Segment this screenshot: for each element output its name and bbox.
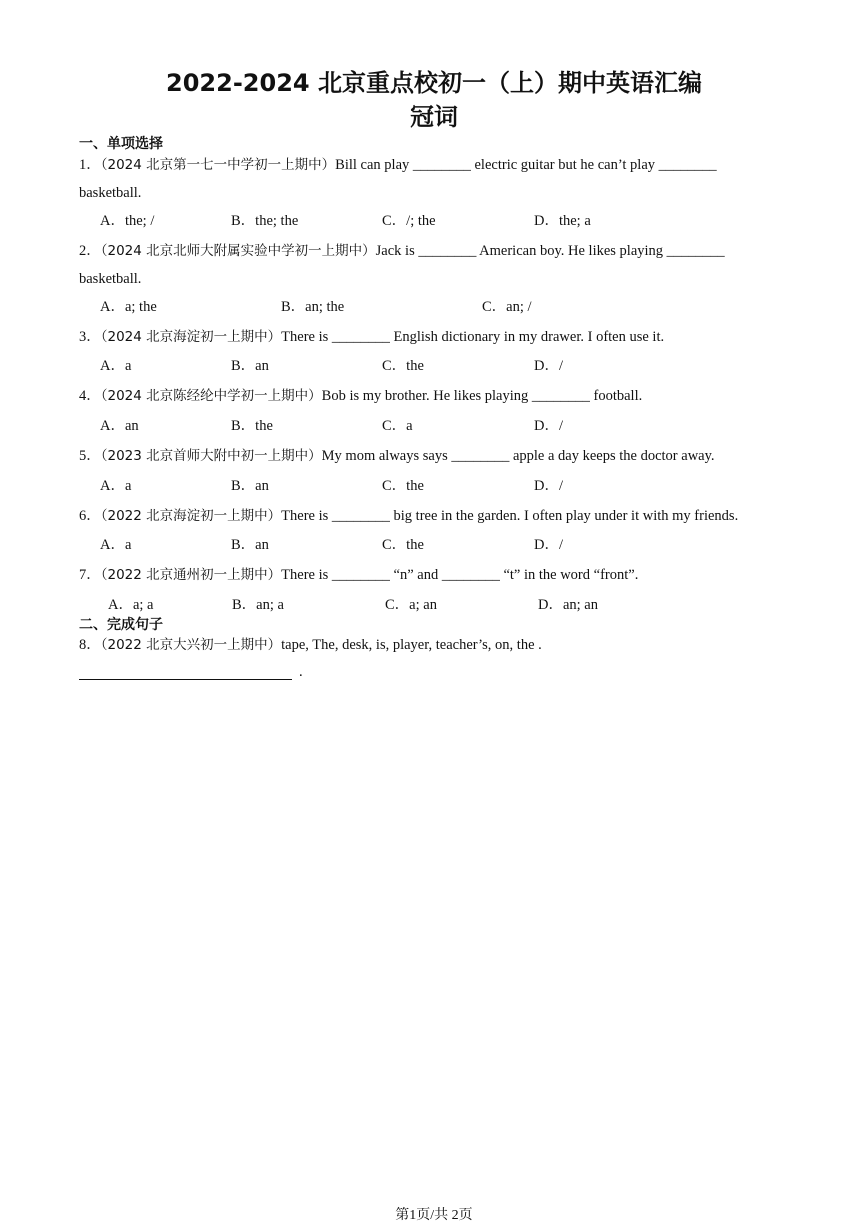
option-a: A．an xyxy=(100,418,139,434)
option-d: D．an; an xyxy=(538,597,598,613)
question-source: （2022 北京海淀初一上期中） xyxy=(100,508,282,524)
option-d: D．/ xyxy=(534,358,563,374)
option-b: B．an xyxy=(231,537,269,553)
question-2 xyxy=(79,241,725,261)
option-d: D．/ xyxy=(534,537,563,553)
option-d: D．/ xyxy=(534,478,563,494)
question-text: tape, The, desk, is, player, teacher’s, on, the . xyxy=(281,637,542,653)
option-d: D．/ xyxy=(534,418,563,434)
option-b: B．an xyxy=(231,478,269,494)
question-text: My mom always says ________ apple a day keeps the doctor away. xyxy=(321,448,715,464)
question-source: （2024 北京海淀初一上期中） xyxy=(100,329,282,345)
option-a: A．the; / xyxy=(100,213,155,229)
question-source: （2022 北京通州初一上期中） xyxy=(100,567,282,583)
section-heading-single-choice: 一、单项选择 xyxy=(79,136,163,152)
option-c: C．/; the xyxy=(382,213,436,229)
option-c: C．a; an xyxy=(385,597,437,613)
option-c: C．the xyxy=(382,478,424,494)
question-source: （2023 北京首师大附中初一上期中） xyxy=(100,448,322,464)
answer-blank-line xyxy=(79,679,292,680)
option-c: C．a xyxy=(382,418,413,434)
question-number: 2． xyxy=(79,243,101,259)
question-1 xyxy=(79,155,717,175)
option-a: A．a xyxy=(100,478,132,494)
option-a: A．a xyxy=(100,537,132,553)
section-heading-complete-sentences: 二、完成句子 xyxy=(79,617,163,633)
question-7 xyxy=(79,565,638,585)
question-number: 6． xyxy=(79,508,101,524)
question-number: 3． xyxy=(79,329,101,345)
question-1-continued: basketball. xyxy=(79,185,142,201)
option-c: C．the xyxy=(382,358,424,374)
document-title: 2022-2024 北京重点校初一（上）期中英语汇编 xyxy=(166,69,702,97)
option-d: D．the; a xyxy=(534,213,591,229)
option-b: B．an; the xyxy=(281,299,345,315)
question-5 xyxy=(79,446,715,466)
question-text: There is ________ “n” and ________ “t” in the word “front”. xyxy=(281,567,639,583)
page-footer: 第1页/共 2页 xyxy=(395,1208,473,1223)
option-b: B．the xyxy=(231,418,273,434)
option-b: B．an xyxy=(231,358,269,374)
option-c: C．an; / xyxy=(482,299,532,315)
question-source: （2024 北京陈经纶中学初一上期中） xyxy=(100,388,322,404)
question-4 xyxy=(79,386,642,406)
question-text: There is ________ English dictionary in my drawer. I often use it. xyxy=(281,329,665,345)
question-text: Bill can play ________ electric guitar but he can’t play ________ xyxy=(335,157,717,173)
answer-period: . xyxy=(299,664,303,680)
question-source: （2024 北京北师大附属实验中学初一上期中） xyxy=(100,243,376,259)
option-a: A．a; a xyxy=(108,597,154,613)
question-number: 5． xyxy=(79,448,101,464)
question-2-continued: basketball. xyxy=(79,271,142,287)
document-subtitle: 冠词 xyxy=(410,103,458,131)
option-a: A．a; the xyxy=(100,299,157,315)
option-a: A．a xyxy=(100,358,132,374)
question-number: 4． xyxy=(79,388,101,404)
question-text: Bob is my brother. He likes playing ________ football. xyxy=(321,388,643,404)
question-6 xyxy=(79,506,738,526)
question-text: There is ________ big tree in the garden. I often play under it with my friends. xyxy=(281,508,739,524)
option-b: B．the; the xyxy=(231,213,299,229)
question-number: 1． xyxy=(79,157,101,173)
question-source: （2022 北京大兴初一上期中） xyxy=(100,637,282,653)
question-3 xyxy=(79,327,664,347)
question-number: 8． xyxy=(79,637,101,653)
question-8 xyxy=(79,635,542,655)
option-c: C．the xyxy=(382,537,424,553)
question-number: 7． xyxy=(79,567,101,583)
question-source: （2024 北京第一七一中学初一上期中） xyxy=(100,157,336,173)
question-text: Jack is ________ American boy. He likes playing ________ xyxy=(375,243,725,259)
option-b: B．an; a xyxy=(232,597,284,613)
